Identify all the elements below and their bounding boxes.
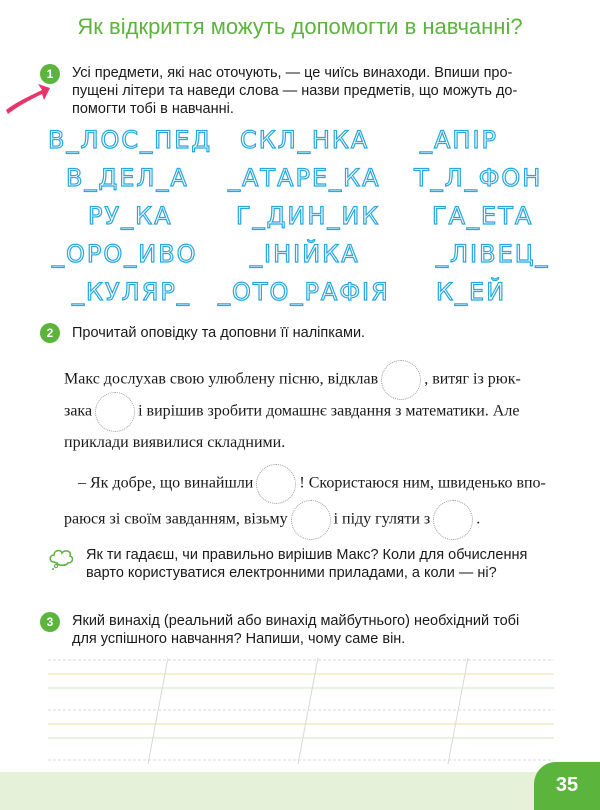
story-text: раюся зі своїм завданням, візьму	[64, 510, 288, 528]
task1-line: пущені літери та наведи слова — назви предметів, що можуть до-	[72, 83, 518, 99]
word-item[interactable]: _ЛІВЕЦ_	[436, 240, 550, 268]
question-line: варто користуватися електронними приладами, а коли — ні?	[86, 565, 497, 581]
question-line: Як ти гадаєш, чи правильно вирішив Макс? Коли для обчислення	[86, 547, 528, 563]
word-item[interactable]: РУ_КА	[88, 202, 173, 230]
task2-question	[86, 546, 527, 582]
page-title: Як відкриття можуть допомогти в навчанні?	[77, 14, 523, 39]
sticker-slot[interactable]	[256, 464, 296, 504]
word-item[interactable]: _ОТО_РАФІЯ	[218, 278, 390, 306]
word-item[interactable]: К_ЕЙ	[436, 278, 507, 306]
word-item[interactable]: Г_ДИН_ИК	[236, 202, 381, 230]
writing-lines-grid	[48, 656, 554, 766]
word-item[interactable]: _АТАРЕ_КА	[228, 164, 381, 192]
story-text: і піду гуляти з	[333, 510, 431, 528]
writing-lines[interactable]	[48, 656, 554, 766]
word-item[interactable]: В_ЛОС_ПЕД	[48, 126, 213, 154]
word-item[interactable]: _ІНІЙКА	[250, 240, 360, 268]
task1-line: помогти тобі в навчанні.	[72, 101, 234, 117]
task-number-1: 1	[40, 64, 60, 84]
story-text: і вирішив зробити домашнє завдання з математики. Але	[138, 402, 520, 420]
story-text: ! Скористаюся ним, швиденько впо-	[299, 474, 546, 492]
word-item[interactable]: _ОРО_ИВО	[52, 240, 198, 268]
pink-arrow-icon	[2, 80, 52, 114]
story-text: зака	[64, 402, 93, 420]
story-text: .	[476, 510, 481, 528]
thought-cloud-icon	[48, 548, 74, 570]
task2-instruction: Прочитай оповідку та доповни її наліпками.	[72, 325, 366, 341]
task1-text	[72, 64, 517, 118]
word-item[interactable]: _АПІР	[420, 126, 499, 154]
sticker-slot[interactable]	[433, 500, 473, 540]
footer-bar	[0, 772, 600, 810]
word-item[interactable]: В_ДЕЛ_А	[66, 164, 189, 192]
word-item[interactable]: ГА_ЕТА	[432, 202, 534, 230]
word-item[interactable]: _КУЛЯР_	[72, 278, 191, 306]
sticker-slot[interactable]	[291, 500, 331, 540]
story-text: Макс дослухав свою улюблену пісню, відклав	[64, 370, 379, 388]
story-text: приклади виявилися складними.	[64, 434, 286, 451]
task1-line: Усі предмети, які нас оточують, — це чиїсь винаходи. Впиши про-	[72, 65, 513, 81]
word-item[interactable]: СКЛ_НКА	[240, 126, 370, 154]
page-number: 35	[534, 762, 600, 810]
story-text: – Як добре, що винайшли	[78, 474, 254, 492]
story-text: , витяг із рюк-	[424, 370, 521, 388]
task3-line: Який винахід (реальний або винахід майбутнього) необхідний тобі	[72, 613, 520, 629]
word-item[interactable]: Т_Л_ФОН	[414, 164, 543, 192]
sticker-slot[interactable]	[95, 392, 135, 432]
task3-text	[72, 612, 519, 648]
task-number-3: 3	[40, 612, 60, 632]
task3-line: для успішного навчання? Напиши, чому саме він.	[72, 631, 406, 647]
task-number-2: 2	[40, 323, 60, 343]
